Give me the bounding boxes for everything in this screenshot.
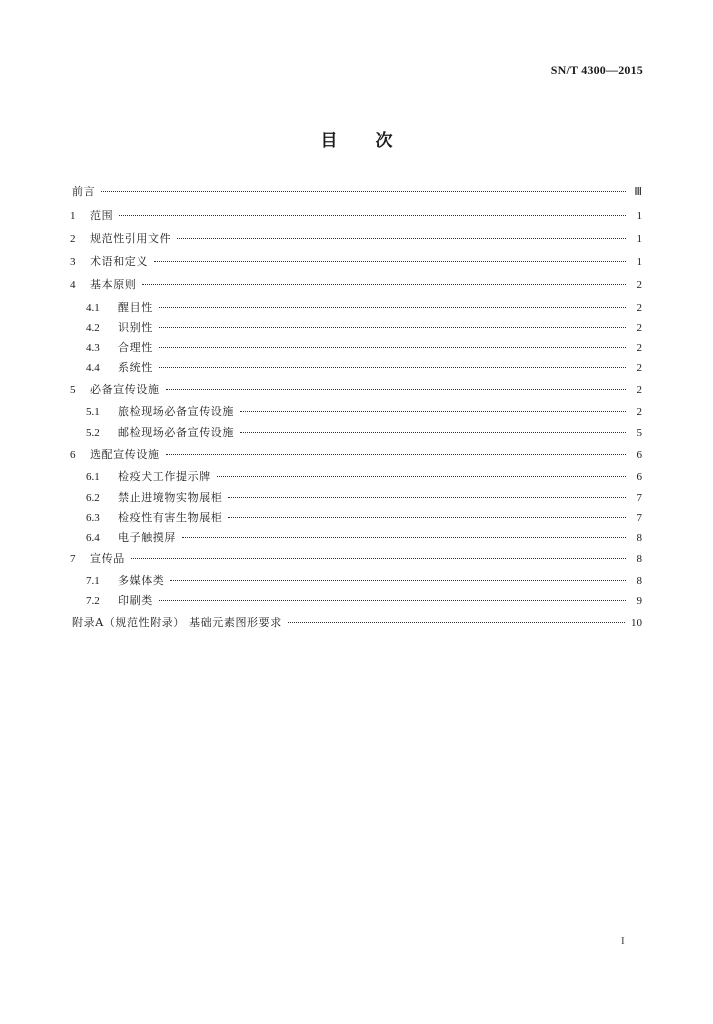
toc-entry[interactable] [70,445,642,465]
toc-entry-page: 5 [636,427,642,439]
toc-entry[interactable] [70,549,642,569]
toc-entry-page: 2 [636,362,642,374]
toc-entry[interactable] [86,571,642,591]
toc-entry-label: 系统性 [118,361,153,374]
toc-entry-number: 6.3 [86,512,100,524]
toc-entry-label: 范围 [90,209,114,222]
dot-leader [154,261,626,262]
toc-entry-page: 2 [636,384,642,396]
toc-entry-page: 2 [636,302,642,314]
toc-entry-number: 4.4 [86,362,100,374]
toc-entry[interactable] [86,467,642,487]
dot-leader [240,411,626,412]
toc-entry-label: 多媒体类 [118,574,165,587]
page-title: 目次 [320,131,431,151]
toc-entry-page: 10 [631,617,642,629]
toc-entry-number: 7 [70,553,76,565]
dot-leader [182,537,626,538]
toc-entry-page: 8 [636,532,642,544]
dot-leader [159,367,626,368]
toc-entry[interactable] [86,508,642,528]
dot-leader [288,622,625,623]
toc-entry-number: 3 [70,256,76,268]
dot-leader [177,238,626,239]
toc-entry-page: 2 [636,279,642,291]
dot-leader [217,476,626,477]
toc-entry-page: 2 [636,322,642,334]
toc-entry-page: 7 [636,512,642,524]
toc-entry[interactable] [86,402,642,422]
toc-entry[interactable] [70,229,642,249]
dot-leader [159,347,626,348]
toc-entry[interactable] [86,338,642,358]
toc-entry[interactable] [70,380,642,400]
toc-entry-number: 6.4 [86,532,100,544]
toc-entry-page: 8 [636,553,642,565]
toc-entry-number: 6 [70,449,76,461]
toc-entry-number: 4.3 [86,342,100,354]
toc-entry-number: 4.2 [86,322,100,334]
toc-entry-label: 旅检现场必备宣传设施 [118,405,234,418]
toc-entry-label: 合理性 [118,341,153,354]
dot-leader [159,600,626,601]
toc-entry-label: 前言 [72,185,96,198]
page-number: I [621,935,625,947]
toc-entry-number: 5.2 [86,427,100,439]
toc-entry[interactable] [86,358,642,378]
toc-entry-label: 检疫性有害生物展柜 [118,511,223,524]
toc-entry-page: 1 [636,233,642,245]
dot-leader [228,497,626,498]
toc-entry-label: 必备宣传设施 [90,383,160,396]
toc-entry-number: 4.1 [86,302,100,314]
toc-entry-page: Ⅲ [634,186,642,198]
dot-leader [228,517,626,518]
toc-entry-number: 5 [70,384,76,396]
toc-entry-page: 6 [636,471,642,483]
toc-entry[interactable] [86,591,642,611]
toc-entry-page: 7 [636,492,642,504]
toc-entry-label: 识别性 [118,321,153,334]
toc-entry-number: 6.2 [86,492,100,504]
toc-entry-label: 基本原则 [90,278,137,291]
toc-entry-number: 7.2 [86,595,100,607]
toc-entry-number: 5.1 [86,406,100,418]
dot-leader [170,580,626,581]
dot-leader [166,454,626,455]
dot-leader [101,191,626,192]
toc-entry[interactable] [86,318,642,338]
toc-entry-label: 选配宣传设施 [90,448,160,461]
standard-code: SN/T 4300—2015 [550,63,643,77]
dot-leader [159,327,626,328]
toc-entry[interactable] [70,182,642,202]
toc-entry[interactable] [70,613,642,633]
dot-leader [166,389,626,390]
toc-entry-page: 9 [636,595,642,607]
toc-entry-page: 1 [636,210,642,222]
toc-entry-label: 宣传品 [90,552,125,565]
toc-entry-page: 1 [636,256,642,268]
dot-leader [142,284,626,285]
toc-entry-page: 2 [636,342,642,354]
toc-entry-label: 电子触摸屏 [118,531,176,544]
toc-entry-label: 醒目性 [118,301,153,314]
dot-leader [159,307,626,308]
toc-entry-label: 检疫犬工作提示牌 [118,470,211,483]
toc-entry-page: 2 [636,406,642,418]
toc-entry-label: 术语和定义 [90,255,148,268]
toc-entry-number: 6.1 [86,471,100,483]
toc-entry-label: 规范性引用文件 [90,232,172,245]
toc-entry-page: 8 [636,575,642,587]
dot-leader [131,558,626,559]
toc-entry-number: 2 [70,233,76,245]
toc-entry-label: 印刷类 [118,594,153,607]
toc-entry[interactable] [70,275,642,295]
toc-entry[interactable] [86,423,642,443]
toc-entry[interactable] [70,206,642,226]
toc-entry-number: 1 [70,210,76,222]
toc-entry[interactable] [86,298,642,318]
toc-entry-label: 禁止进境物实物展柜 [118,491,223,504]
toc-entry[interactable] [86,528,642,548]
dot-leader [240,432,626,433]
toc-entry-number: 4 [70,279,76,291]
toc-entry-number: 7.1 [86,575,100,587]
toc-entry-label: 邮检现场必备宣传设施 [118,426,234,439]
toc-entry-label: 附录A（规范性附录） 基础元素图形要求 [72,616,282,629]
toc-entry-page: 6 [636,449,642,461]
toc-entry[interactable] [70,252,642,272]
dot-leader [119,215,626,216]
toc-entry[interactable] [86,488,642,508]
